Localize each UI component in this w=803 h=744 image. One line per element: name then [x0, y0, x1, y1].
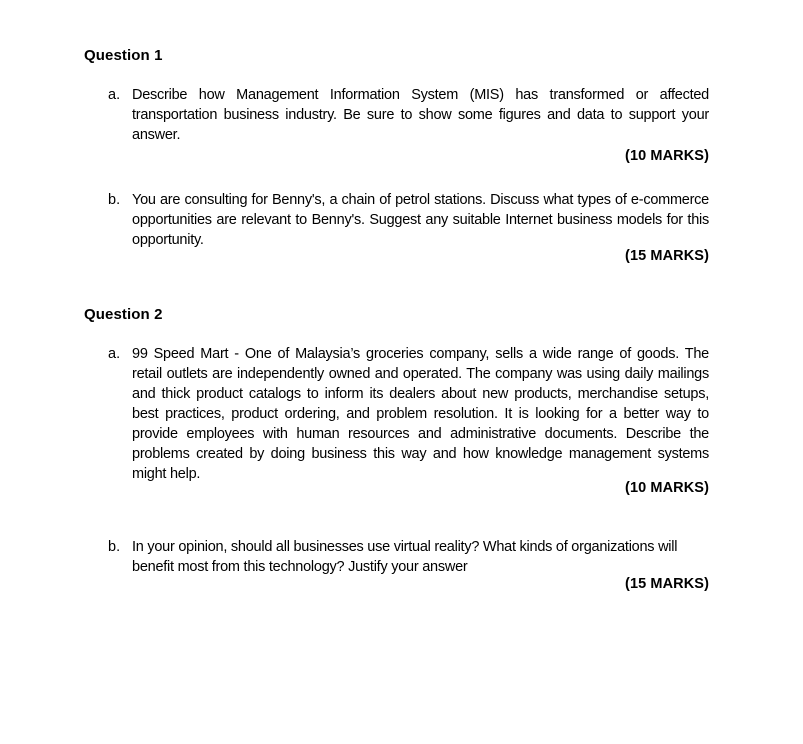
question-2b-label: b. [108, 539, 121, 555]
question-1b-text: You are consulting for Benny's, a chain of petrol stations. Discuss what types of e-commerce opportunities are relevant to Benny's. Suggest any suitable Internet business models for this opportunity. [132, 192, 709, 248]
question-1a-marks: (10 MARKS) [625, 148, 709, 164]
question-1b [108, 190, 709, 250]
question-1-heading: Question 1 [84, 47, 163, 64]
question-1a [108, 85, 709, 145]
question-1a-text: Describe how Management Information System (MIS) has transformed or affected transportation business industry. Be sure to show some figures and data to support your answer. [132, 87, 709, 143]
question-1b-label: b. [108, 192, 121, 208]
question-2-heading: Question 2 [84, 306, 163, 323]
question-2a [108, 344, 709, 484]
question-2b [108, 537, 709, 577]
question-2a-label: a. [108, 346, 121, 362]
question-2b-marks: (15 MARKS) [625, 576, 709, 592]
question-1a-label: a. [108, 87, 121, 103]
question-2b-text: In your opinion, should all businesses use virtual reality? What kinds of organizations will benefit most from this technology? Justify your answer [132, 539, 678, 575]
question-1b-marks: (15 MARKS) [625, 248, 709, 264]
question-2a-marks: (10 MARKS) [625, 480, 709, 496]
question-2a-text: 99 Speed Mart - One of Malaysia’s groceries company, sells a wide range of goods. The retail outlets are independently owned and operated. The company was using daily mailings and thick product catalogs to inform its dealers about new products, merchandise setups, best practices, product ordering, and problem resolution. It is looking for a better way to provide employees with human resources and administrative documents. Describe the problems created by doing business this way and how knowledge management systems might help. [132, 346, 709, 482]
